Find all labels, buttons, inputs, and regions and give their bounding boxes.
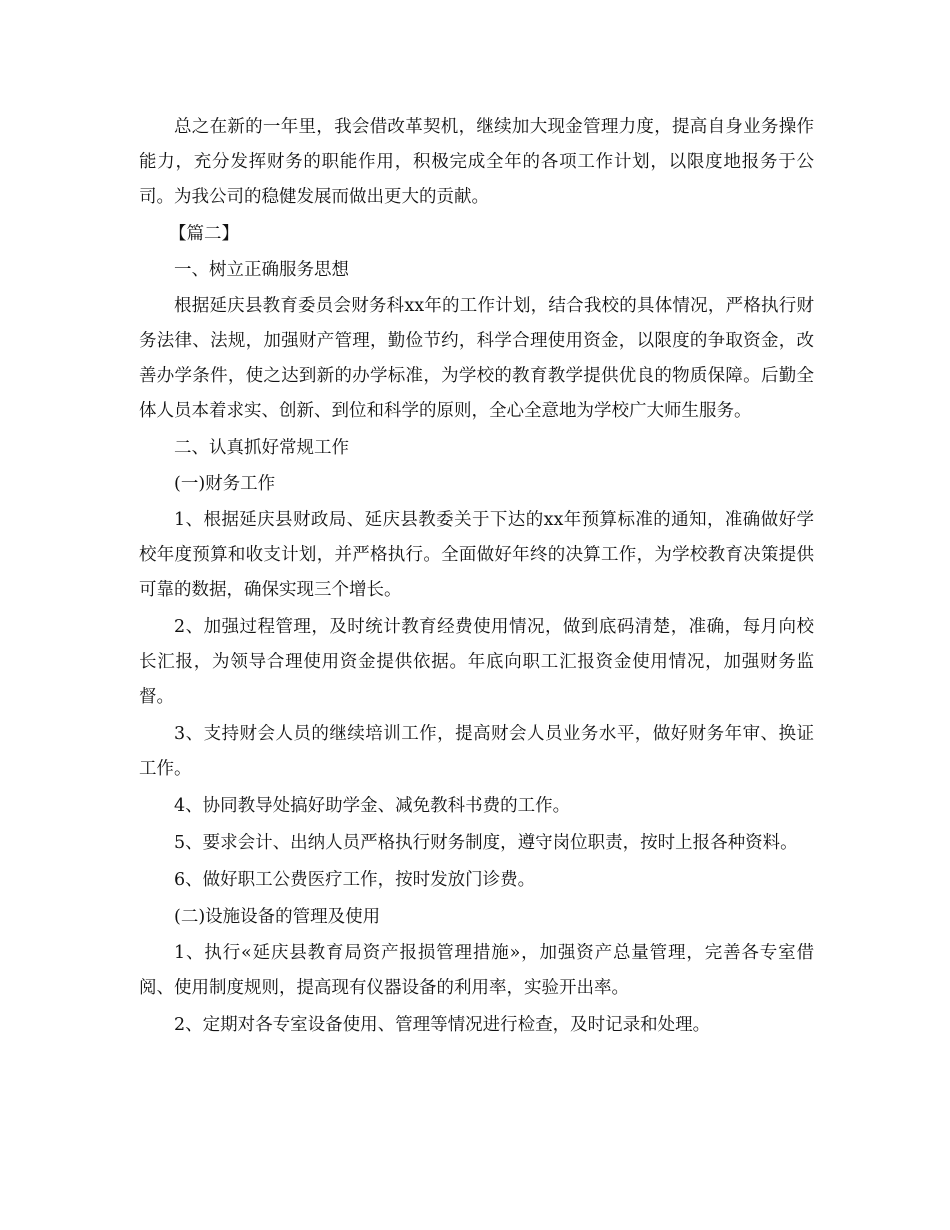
list-item-finance-3: 3、支持财会人员的继续培训工作，提高财会人员业务水平，做好财务年审、换证工作。 [139,724,814,779]
list-item-facilities-2: 2、定期对各专室设备使用、管理等情况进行检查，及时记录和处理。 [174,1015,711,1035]
list-item-facilities-1: 1、执行«延庆县教育局资产报损管理措施»，加强资产总量管理，完善各专室借阅、使用制度规则，提高现有仪器设备的利用率，实验开出率。 [139,943,814,998]
list-item-finance-4: 4、协同教导处搞好助学金、减免教科书费的工作。 [174,796,571,816]
section-heading-part-two: 【篇二】 [169,224,239,244]
list-item-finance-2: 2、加强过程管理，及时统计教育经费使用情况，做到底码清楚，准确，每月向校长汇报，为领导合理使用资金提供依据。年底向职工汇报资金使用情况，加强财务监督。 [139,617,814,707]
document-body [139,110,814,1045]
heading-service-thinking: 一、树立正确服务思想 [174,260,349,280]
heading-routine-work: 二、认真抓好常规工作 [174,438,349,458]
paragraph-summary: 总之在新的一年里，我会借改革契机，继续加大现金管理力度，提高自身业务操作能力，充分发挥财务的职能作用，积极完成全年的各项工作计划，以限度地报务于公司。为我公司的稳健发展而做出更大的贡献。 [139,117,814,207]
subheading-facilities: (二)设施设备的管理及使用 [174,907,381,927]
list-item-finance-5: 5、要求会计、出纳人员严格执行财务制度，遵守岗位职责，按时上报各种资料。 [174,833,798,853]
list-item-finance-6: 6、做好职工公费医疗工作，按时发放门诊费。 [174,870,536,890]
paragraph-service-thinking: 根据延庆县教育委员会财务科xx年的工作计划，结合我校的具体情况，严格执行财务法律、法规，加强财产管理，勤俭节约，科学合理使用资金，以限度的争取资金，改善办学条件，使之达到新的办学标准，为学校的教育教学提供优良的物质保障。后勤全体人员本着求实、创新、到位和科学的原则，全心全意地为学校广大师生服务。 [139,296,814,421]
list-item-finance-1: 1、根据延庆县财政局、延庆县教委关于下达的xx年预算标准的通知，准确做好学校年度预算和收支计划，并严格执行。全面做好年终的决算工作，为学校教育决策提供可靠的数据，确保实现三个增长。 [139,510,814,600]
subheading-finance-work: (一)财务工作 [174,474,276,494]
